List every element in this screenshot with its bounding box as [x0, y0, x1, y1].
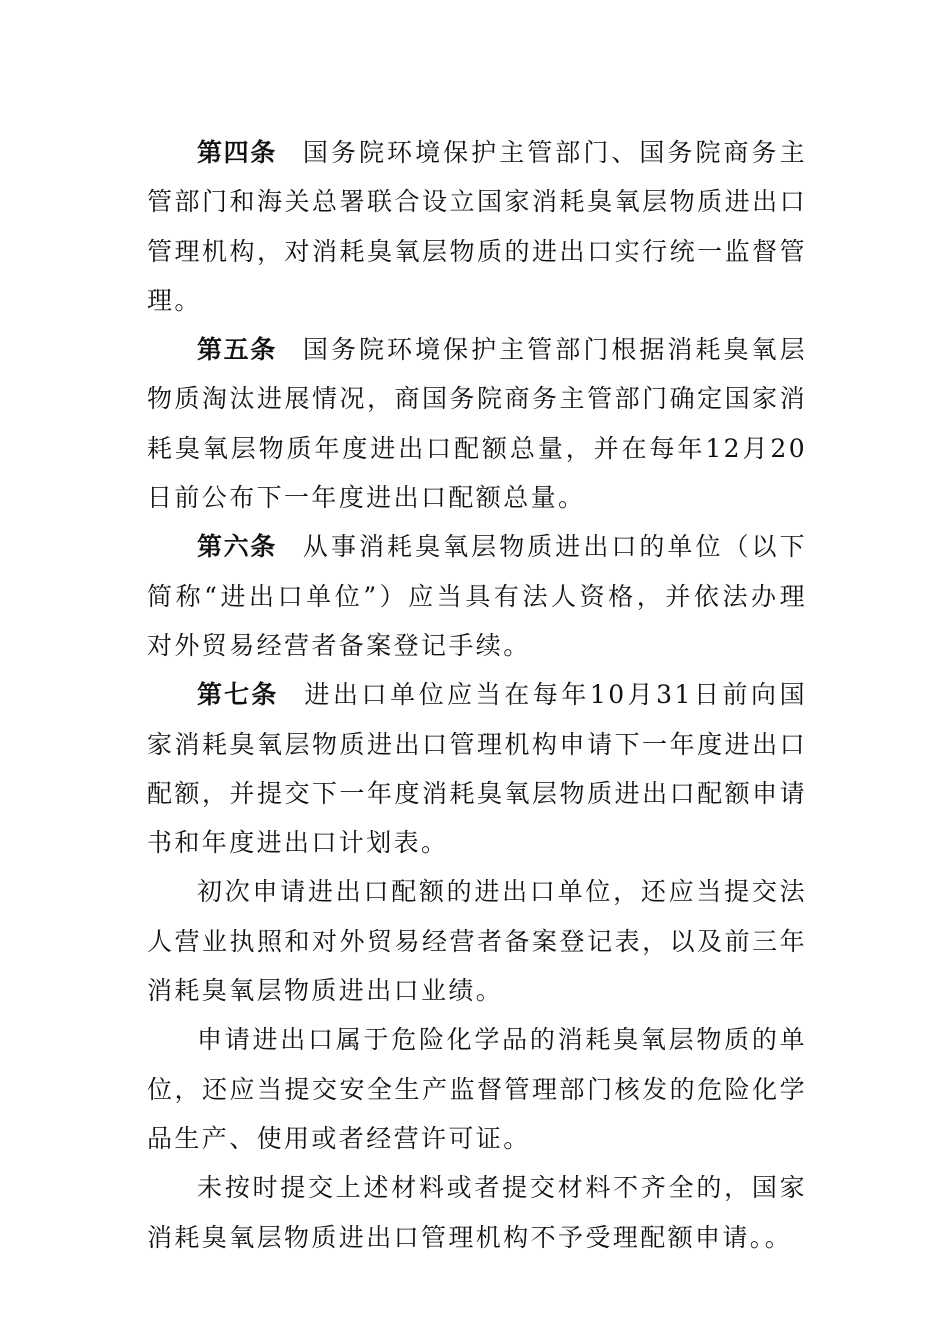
article-4-text: 国务院环境保护主管部门、国务院商务主管部门和海关总署联合设立国家消耗臭氧层物质进出口管理机构，对消耗臭氧层物质的进出口实行统一监督管理。: [147, 138, 807, 315]
clause-text: 未按时提交上述材料或者提交材料不齐全的，国家消耗臭氧层物质进出口管理机构不予受理配额申请。。: [147, 1173, 807, 1252]
article-7-clause-hazardous-chemicals: [147, 1015, 807, 1163]
article-4-heading: 第四条: [197, 138, 277, 167]
article-4-paragraph: [147, 128, 807, 325]
article-7-text: 进出口单位应当在每年10月31日前向国家消耗臭氧层物质进出口管理机构申请下一年度进出口配额，并提交下一年度消耗臭氧层物质进出口配额申请书和年度进出口计划表。: [147, 680, 807, 858]
document-body: [147, 128, 807, 1262]
article-5-paragraph: [147, 325, 807, 522]
article-6-heading: 第六条: [197, 532, 277, 562]
article-7-clause-incomplete-materials: [147, 1163, 807, 1262]
clause-text: 初次申请进出口配额的进出口单位，还应当提交法人营业执照和对外贸易经营者备案登记表，以及前三年消耗臭氧层物质进出口业绩。: [147, 877, 807, 1006]
article-7-clause-initial-application: [147, 867, 807, 1015]
article-7-heading: 第七条: [197, 680, 279, 710]
article-6-text: 从事消耗臭氧层物质进出口的单位（以下简称“进出口单位”）应当具有法人资格，并依法办理对外贸易经营者备案登记手续。: [147, 532, 807, 660]
clause-text: 申请进出口属于危险化学品的消耗臭氧层物质的单位，还应当提交安全生产监督管理部门核发的危险化学品生产、使用或者经营许可证。: [147, 1025, 807, 1153]
article-5-text: 国务院环境保护主管部门根据消耗臭氧层物质淘汰进展情况，商国务院商务主管部门确定国家消耗臭氧层物质年度进出口配额总量，并在每年12月20日前公布下一年度进出口配额总量。: [147, 335, 807, 513]
article-6-paragraph: [147, 522, 807, 670]
article-7-paragraph: [147, 670, 807, 867]
article-5-heading: 第五条: [197, 335, 277, 365]
